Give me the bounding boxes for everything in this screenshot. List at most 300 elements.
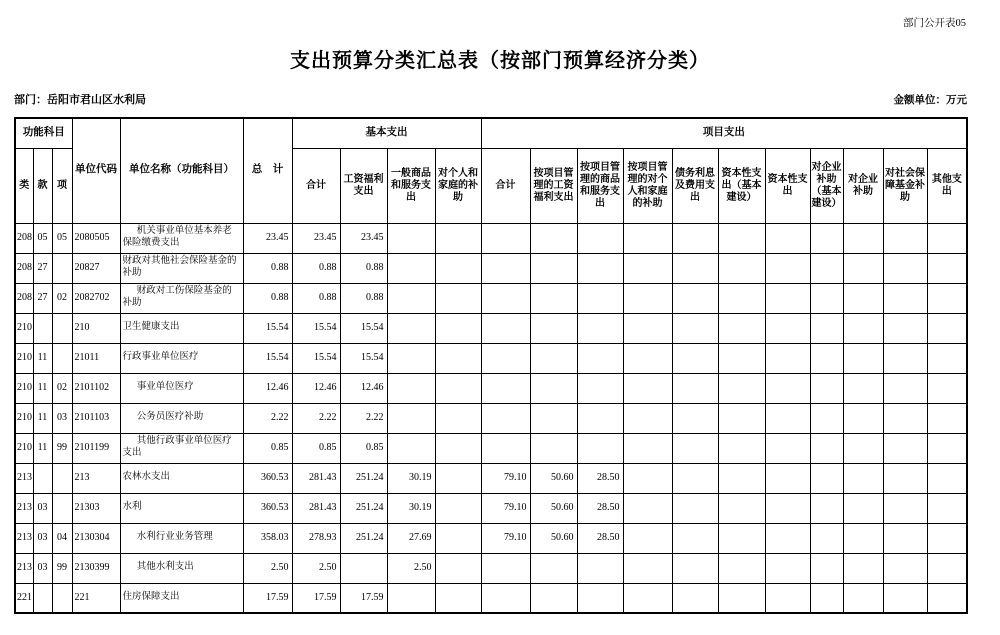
cell-item: 02: [52, 283, 72, 313]
cell-total: 2.22: [243, 403, 292, 433]
cell-project-4: [672, 313, 718, 343]
cell-class: 208: [15, 223, 33, 253]
cell-project-2: [577, 343, 623, 373]
header-project-col-3: 按项目管理的对个人和家庭的补助: [623, 148, 672, 223]
cell-total: 15.54: [243, 313, 292, 343]
page-title: 支出预算分类汇总表（按部门预算经济分类）: [290, 50, 710, 72]
cell-project-9: [883, 523, 927, 553]
cell-project-7: [810, 463, 843, 493]
cell-class: 210: [15, 433, 33, 463]
cell-class: 213: [15, 493, 33, 523]
cell-basic-3: [435, 523, 481, 553]
cell-project-7: [810, 553, 843, 583]
cell-project-9: [883, 463, 927, 493]
cell-project-3: [623, 553, 672, 583]
cell-project-2: [577, 223, 623, 253]
cell-project-5: [718, 283, 765, 313]
cell-project-8: [843, 223, 883, 253]
cell-unit-name: 行政事业单位医疗: [120, 343, 243, 373]
cell-basic-2: [387, 313, 435, 343]
header-project-col-6: 资本性支出: [765, 148, 810, 223]
cell-project-9: [883, 343, 927, 373]
cell-project-6: [765, 223, 810, 253]
cell-project-3: [623, 583, 672, 613]
cell-project-6: [765, 253, 810, 283]
cell-project-10: [927, 493, 967, 523]
cell-unit-code: 213: [72, 463, 120, 493]
table-row: [15, 313, 967, 343]
cell-project-5: [718, 223, 765, 253]
cell-project-2: [577, 373, 623, 403]
cell-total: 23.45: [243, 223, 292, 253]
meta-row: [14, 91, 967, 107]
cell-unit-code: 2080505: [72, 223, 120, 253]
amount-unit-label: 金额单位：万元: [893, 95, 967, 106]
cell-class: 210: [15, 343, 33, 373]
cell-project-7: [810, 493, 843, 523]
cell-project-10: [927, 343, 967, 373]
cell-total: 0.88: [243, 253, 292, 283]
cell-project-6: [765, 433, 810, 463]
cell-project-1: [530, 223, 577, 253]
header-basic-col-3: 对个人和家庭的补助: [435, 148, 481, 223]
cell-total: 358.03: [243, 523, 292, 553]
cell-class: 210: [15, 403, 33, 433]
cell-unit-code: 2082702: [72, 283, 120, 313]
cell-project-1: [530, 253, 577, 283]
cell-project-0: 79.10: [481, 523, 530, 553]
cell-unit-code: 2130399: [72, 553, 120, 583]
cell-project-4: [672, 493, 718, 523]
cell-basic-1: 251.24: [340, 493, 387, 523]
cell-project-6: [765, 493, 810, 523]
cell-project-6: [765, 313, 810, 343]
table-row: [15, 493, 967, 523]
cell-project-1: [530, 373, 577, 403]
cell-project-8: [843, 433, 883, 463]
header-func-col-2: 项: [52, 148, 72, 223]
cell-section: 11: [33, 343, 52, 373]
cell-project-1: [530, 433, 577, 463]
cell-project-0: [481, 433, 530, 463]
cell-project-7: [810, 223, 843, 253]
header-project-col-10: 其他支出: [927, 148, 967, 223]
cell-basic-3: [435, 253, 481, 283]
cell-project-2: [577, 403, 623, 433]
cell-project-6: [765, 523, 810, 553]
cell-basic-1: 12.46: [340, 373, 387, 403]
cell-project-6: [765, 373, 810, 403]
header-project-col-4: 债务利息及费用支出: [672, 148, 718, 223]
cell-total: 0.88: [243, 283, 292, 313]
cell-section: 03: [33, 523, 52, 553]
cell-unit-code: 2101103: [72, 403, 120, 433]
cell-total: 360.53: [243, 463, 292, 493]
cell-basic-2: [387, 283, 435, 313]
cell-project-9: [883, 313, 927, 343]
budget-table: [14, 117, 968, 614]
cell-project-2: 28.50: [577, 523, 623, 553]
cell-basic-1: 0.88: [340, 283, 387, 313]
header-unit-name: 单位名称（功能科目）: [120, 118, 243, 223]
cell-basic-1: 0.85: [340, 433, 387, 463]
cell-basic-2: [387, 343, 435, 373]
cell-class: 213: [15, 553, 33, 583]
cell-basic-3: [435, 343, 481, 373]
cell-basic-0: 12.46: [292, 373, 340, 403]
cell-class: 208: [15, 253, 33, 283]
table-row: [15, 343, 967, 373]
cell-project-8: [843, 373, 883, 403]
cell-class: 221: [15, 583, 33, 613]
table-row: [15, 463, 967, 493]
cell-basic-1: 15.54: [340, 343, 387, 373]
header-group-row: [15, 118, 967, 148]
cell-basic-0: 23.45: [292, 223, 340, 253]
cell-total: 15.54: [243, 343, 292, 373]
cell-project-7: [810, 583, 843, 613]
cell-project-10: [927, 253, 967, 283]
cell-project-7: [810, 403, 843, 433]
cell-unit-name: 财政对工伤保险基金的补助: [120, 283, 243, 313]
cell-unit-code: 21011: [72, 343, 120, 373]
cell-project-8: [843, 283, 883, 313]
cell-project-6: [765, 343, 810, 373]
cell-basic-0: 278.93: [292, 523, 340, 553]
cell-basic-2: 30.19: [387, 463, 435, 493]
cell-section: 11: [33, 373, 52, 403]
cell-class: 210: [15, 373, 33, 403]
table-row: [15, 523, 967, 553]
header-total: 总 计: [243, 118, 292, 223]
cell-unit-name: 水利: [120, 493, 243, 523]
cell-project-5: [718, 313, 765, 343]
cell-project-0: [481, 373, 530, 403]
cell-section: 05: [33, 223, 52, 253]
cell-project-1: [530, 343, 577, 373]
cell-project-4: [672, 583, 718, 613]
cell-project-8: [843, 583, 883, 613]
cell-unit-name: 住房保障支出: [120, 583, 243, 613]
cell-basic-2: 2.50: [387, 553, 435, 583]
cell-basic-0: 17.59: [292, 583, 340, 613]
cell-basic-0: 281.43: [292, 463, 340, 493]
cell-project-0: 79.10: [481, 493, 530, 523]
cell-project-4: [672, 253, 718, 283]
cell-project-0: [481, 343, 530, 373]
cell-basic-3: [435, 583, 481, 613]
cell-basic-3: [435, 493, 481, 523]
cell-project-8: [843, 343, 883, 373]
cell-section: [33, 583, 52, 613]
cell-project-7: [810, 523, 843, 553]
cell-project-5: [718, 403, 765, 433]
cell-project-6: [765, 583, 810, 613]
header-func-col-1: 款: [33, 148, 52, 223]
cell-project-3: [623, 493, 672, 523]
cell-project-2: 28.50: [577, 463, 623, 493]
cell-unit-name: 其他行政事业单位医疗支出: [120, 433, 243, 463]
cell-basic-3: [435, 313, 481, 343]
cell-basic-3: [435, 373, 481, 403]
cell-total: 0.85: [243, 433, 292, 463]
cell-project-4: [672, 433, 718, 463]
cell-project-7: [810, 433, 843, 463]
cell-project-10: [927, 523, 967, 553]
cell-project-2: [577, 283, 623, 313]
table-row: [15, 253, 967, 283]
cell-basic-2: [387, 433, 435, 463]
cell-project-4: [672, 343, 718, 373]
cell-project-4: [672, 523, 718, 553]
cell-section: 27: [33, 283, 52, 313]
cell-project-8: [843, 463, 883, 493]
cell-project-5: [718, 493, 765, 523]
table-row: [15, 583, 967, 613]
cell-project-6: [765, 403, 810, 433]
cell-basic-0: 0.85: [292, 433, 340, 463]
cell-unit-name: 水利行业业务管理: [120, 523, 243, 553]
cell-project-4: [672, 373, 718, 403]
cell-project-7: [810, 283, 843, 313]
header-basic-col-2: 一般商品和服务支出: [387, 148, 435, 223]
cell-project-2: [577, 313, 623, 343]
header-project-col-1: 按项目管理的工资福利支出: [530, 148, 577, 223]
cell-item: 05: [52, 223, 72, 253]
cell-item: 04: [52, 523, 72, 553]
cell-project-8: [843, 493, 883, 523]
cell-project-1: 50.60: [530, 493, 577, 523]
cell-unit-name: 公务员医疗补助: [120, 403, 243, 433]
cell-unit-name: 卫生健康支出: [120, 313, 243, 343]
table-row: [15, 223, 967, 253]
cell-total: 360.53: [243, 493, 292, 523]
cell-project-9: [883, 223, 927, 253]
cell-project-1: [530, 313, 577, 343]
cell-project-6: [765, 463, 810, 493]
cell-project-6: [765, 283, 810, 313]
cell-project-7: [810, 253, 843, 283]
cell-project-0: [481, 313, 530, 343]
cell-project-9: [883, 583, 927, 613]
cell-item: 99: [52, 553, 72, 583]
cell-project-2: [577, 583, 623, 613]
cell-project-3: [623, 313, 672, 343]
doc-sheet-label: 部门公开表05: [903, 18, 966, 29]
cell-unit-name: 机关事业单位基本养老保险缴费支出: [120, 223, 243, 253]
cell-basic-0: 0.88: [292, 253, 340, 283]
cell-project-3: [623, 223, 672, 253]
cell-project-10: [927, 313, 967, 343]
cell-item: 02: [52, 373, 72, 403]
cell-class: 210: [15, 313, 33, 343]
cell-project-5: [718, 553, 765, 583]
cell-basic-3: [435, 433, 481, 463]
cell-basic-0: 15.54: [292, 313, 340, 343]
cell-project-0: [481, 553, 530, 583]
cell-project-7: [810, 313, 843, 343]
cell-basic-1: 251.24: [340, 463, 387, 493]
cell-total: 17.59: [243, 583, 292, 613]
table-row: [15, 373, 967, 403]
cell-unit-code: 2101102: [72, 373, 120, 403]
header-project-group: 项目支出: [481, 118, 967, 148]
cell-project-0: [481, 283, 530, 313]
cell-item: [52, 493, 72, 523]
cell-basic-1: 0.88: [340, 253, 387, 283]
cell-project-2: [577, 433, 623, 463]
cell-basic-1: 251.24: [340, 523, 387, 553]
cell-project-10: [927, 223, 967, 253]
header-basic-group: 基本支出: [292, 118, 481, 148]
cell-project-8: [843, 553, 883, 583]
cell-unit-name: 农林水支出: [120, 463, 243, 493]
cell-project-8: [843, 313, 883, 343]
cell-basic-3: [435, 283, 481, 313]
header-project-col-0: 合计: [481, 148, 530, 223]
cell-basic-2: 30.19: [387, 493, 435, 523]
table-row: [15, 553, 967, 583]
cell-project-0: [481, 583, 530, 613]
cell-project-5: [718, 583, 765, 613]
cell-project-10: [927, 283, 967, 313]
cell-basic-2: [387, 373, 435, 403]
cell-project-10: [927, 373, 967, 403]
cell-item: [52, 583, 72, 613]
cell-project-0: 79.10: [481, 463, 530, 493]
cell-project-2: 28.50: [577, 493, 623, 523]
cell-project-10: [927, 403, 967, 433]
cell-item: 03: [52, 403, 72, 433]
cell-item: [52, 313, 72, 343]
cell-project-9: [883, 253, 927, 283]
cell-project-8: [843, 403, 883, 433]
cell-unit-code: 21303: [72, 493, 120, 523]
cell-project-9: [883, 553, 927, 583]
cell-project-3: [623, 433, 672, 463]
table-header: [15, 118, 967, 223]
cell-basic-1: [340, 553, 387, 583]
cell-basic-0: 281.43: [292, 493, 340, 523]
cell-basic-1: 17.59: [340, 583, 387, 613]
cell-basic-2: [387, 403, 435, 433]
cell-project-4: [672, 463, 718, 493]
cell-project-9: [883, 433, 927, 463]
cell-project-5: [718, 433, 765, 463]
cell-project-10: [927, 433, 967, 463]
header-project-col-5: 资本性支出（基本建设）: [718, 148, 765, 223]
header-project-col-9: 对社会保障基金补助: [883, 148, 927, 223]
cell-item: [52, 463, 72, 493]
cell-unit-code: 210: [72, 313, 120, 343]
cell-project-3: [623, 283, 672, 313]
cell-unit-code: 20827: [72, 253, 120, 283]
cell-project-9: [883, 493, 927, 523]
cell-section: 03: [33, 553, 52, 583]
cell-project-5: [718, 463, 765, 493]
cell-project-4: [672, 553, 718, 583]
cell-project-2: [577, 553, 623, 583]
cell-project-0: [481, 253, 530, 283]
cell-project-10: [927, 553, 967, 583]
cell-project-9: [883, 373, 927, 403]
table-row: [15, 403, 967, 433]
header-func-col-0: 类: [15, 148, 33, 223]
cell-basic-3: [435, 223, 481, 253]
cell-project-3: [623, 463, 672, 493]
cell-unit-name: 财政对其他社会保险基金的补助: [120, 253, 243, 283]
cell-project-10: [927, 463, 967, 493]
cell-project-9: [883, 283, 927, 313]
cell-section: [33, 463, 52, 493]
header-project-col-7: 对企业补助（基本建设）: [810, 148, 843, 223]
cell-basic-0: 15.54: [292, 343, 340, 373]
cell-unit-code: 221: [72, 583, 120, 613]
header-unit-code: 单位代码: [72, 118, 120, 223]
cell-project-1: 50.60: [530, 463, 577, 493]
cell-project-10: [927, 583, 967, 613]
cell-section: 11: [33, 433, 52, 463]
cell-unit-name: 其他水利支出: [120, 553, 243, 583]
cell-project-6: [765, 553, 810, 583]
cell-section: 27: [33, 253, 52, 283]
cell-project-5: [718, 343, 765, 373]
cell-unit-code: 2101199: [72, 433, 120, 463]
table-row: [15, 433, 967, 463]
cell-basic-2: [387, 253, 435, 283]
cell-basic-2: 27.69: [387, 523, 435, 553]
header-basic-col-0: 合计: [292, 148, 340, 223]
header-basic-col-1: 工资福利支出: [340, 148, 387, 223]
cell-project-9: [883, 403, 927, 433]
cell-project-3: [623, 403, 672, 433]
cell-project-0: [481, 403, 530, 433]
cell-total: 2.50: [243, 553, 292, 583]
cell-project-8: [843, 253, 883, 283]
department-label: 部门：岳阳市君山区水利局: [14, 94, 146, 106]
cell-basic-1: 2.22: [340, 403, 387, 433]
cell-project-4: [672, 403, 718, 433]
cell-project-4: [672, 283, 718, 313]
cell-project-3: [623, 343, 672, 373]
cell-project-3: [623, 523, 672, 553]
cell-project-4: [672, 223, 718, 253]
cell-project-1: [530, 403, 577, 433]
header-project-col-2: 按项目管理的商品和服务支出: [577, 148, 623, 223]
cell-project-0: [481, 223, 530, 253]
cell-unit-code: 2130304: [72, 523, 120, 553]
cell-section: 11: [33, 403, 52, 433]
cell-project-8: [843, 523, 883, 553]
cell-section: 03: [33, 493, 52, 523]
cell-basic-1: 15.54: [340, 313, 387, 343]
cell-project-1: 50.60: [530, 523, 577, 553]
cell-item: 99: [52, 433, 72, 463]
cell-class: 213: [15, 463, 33, 493]
cell-basic-0: 0.88: [292, 283, 340, 313]
cell-project-5: [718, 523, 765, 553]
cell-project-5: [718, 253, 765, 283]
cell-item: [52, 253, 72, 283]
cell-project-2: [577, 253, 623, 283]
cell-basic-1: 23.45: [340, 223, 387, 253]
cell-project-7: [810, 373, 843, 403]
cell-project-7: [810, 343, 843, 373]
header-project-col-8: 对企业补助: [843, 148, 883, 223]
cell-basic-0: 2.50: [292, 553, 340, 583]
cell-unit-name: 事业单位医疗: [120, 373, 243, 403]
table-body: [15, 223, 967, 613]
